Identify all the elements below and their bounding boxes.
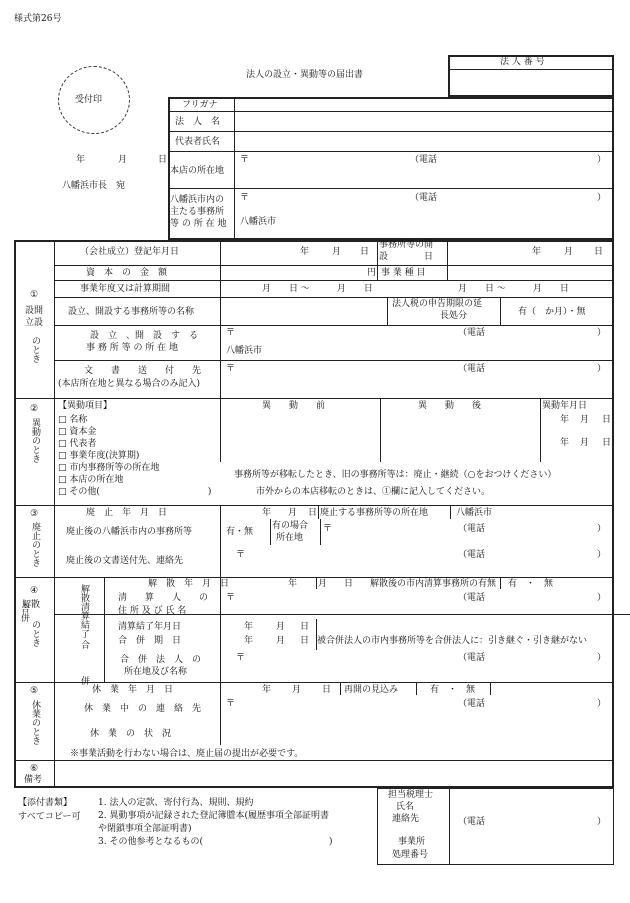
label: ） — [597, 653, 607, 663]
s1-col — [220, 240, 221, 398]
furigana-field[interactable] — [236, 100, 612, 110]
label: 月 — [292, 685, 302, 695]
rule — [318, 505, 319, 519]
corp-number-label: 法 人 番 号 — [500, 57, 545, 67]
abolish-date-label: 廃 止 年 月 日 — [86, 508, 168, 518]
office-addr-label: 事 務 所 等 の 所 在 地 — [86, 343, 179, 353]
label: 月 — [318, 579, 328, 589]
section-label-divider — [54, 240, 55, 788]
after-label: 異 動 後 — [418, 401, 482, 411]
s1-label: 立設 — [25, 318, 44, 328]
period-text: 月 日 〜 月 日 — [262, 284, 373, 294]
rule — [377, 614, 630, 615]
rep-name-label: 代表者氏名 — [175, 137, 221, 147]
year-label: 年 — [76, 155, 86, 165]
attachment-item: 1. 法人の定款、寄付行為、規則、規約 — [98, 798, 254, 808]
change-item: □ 資本金 — [58, 427, 97, 437]
suspend-status-label: 休 業 の 状 況 — [90, 729, 172, 739]
s6-label: 備考 — [24, 775, 43, 785]
tax-ext-label: 長処分 — [440, 311, 468, 321]
postal-mark: 〒 — [240, 193, 250, 203]
label: 年 — [244, 636, 254, 646]
rule — [540, 398, 541, 462]
yen-label: 円 — [367, 268, 377, 278]
label: 年 — [288, 579, 298, 589]
section-divider — [14, 398, 614, 399]
s5-label: ⑤ — [30, 686, 39, 696]
hq-address-label: 本店の所在地 — [170, 166, 225, 176]
rule — [316, 619, 317, 633]
rep-name-field[interactable] — [236, 133, 612, 150]
merger-sub: 合 併 — [79, 640, 89, 685]
merging-corp-label: 所在地及び名称 — [124, 667, 188, 677]
label: 日 — [360, 247, 370, 257]
merging-corp-label: 合 併 法 人 の — [120, 655, 202, 665]
label: ） — [597, 593, 607, 603]
rule — [220, 682, 221, 745]
rule — [377, 265, 378, 280]
section-divider — [14, 760, 614, 761]
label: 月 — [276, 622, 286, 632]
s1-label: ① — [30, 290, 39, 300]
label: 日 — [594, 247, 604, 257]
label: （電話 — [458, 817, 486, 827]
label: （電話 — [458, 699, 486, 709]
label: 月 — [288, 508, 298, 518]
tel-label: （電話 — [410, 193, 438, 203]
merger-date-label: 合 併 期 日 — [118, 636, 182, 646]
fiscal-period-label: 事業年度又は計算期間 — [80, 284, 171, 294]
tax-ext-label: 法人税の申告期限の延 — [392, 299, 483, 309]
label: 月 — [564, 247, 574, 257]
transfer-note: 事務所等が移転したとき、旧の事務所等は：廃止・継続（○をおつけください） — [234, 470, 557, 480]
main-office-label: 主たる事務所 — [170, 207, 225, 217]
liq-end-date-label: 清算結了年月日 — [118, 622, 182, 632]
corp-name-field[interactable] — [236, 113, 612, 130]
rule — [450, 505, 451, 519]
label: ） — [597, 328, 607, 338]
after-office-yesno: 有・無 — [226, 527, 254, 537]
s1-rule — [54, 280, 614, 281]
label: 〒 — [226, 328, 236, 338]
main-office-city: 八幡浜市 — [240, 217, 277, 227]
change-item: □ 名称 — [58, 415, 88, 425]
change-item: □ 代表者 — [58, 439, 97, 449]
attachment-item: や閉鎖事項全部証明書) — [98, 824, 192, 834]
rule — [490, 682, 491, 695]
process-no-label: 事業所 — [398, 837, 426, 847]
after-doc-label: 廃止後の文書送付先、連絡先 — [66, 556, 184, 566]
rule — [377, 240, 378, 265]
dissolve-sub: 解散清算結了 — [79, 584, 89, 638]
rule — [270, 519, 271, 545]
rule — [500, 297, 501, 325]
rule — [316, 577, 317, 589]
suspend-contact-label: 休 業 中 の 連 絡 先 — [84, 704, 202, 714]
corp-number-field[interactable] — [450, 71, 612, 95]
change-item: □ 事業年度(決算期) — [58, 451, 140, 461]
rule — [104, 577, 105, 682]
if-yes-label: 有の場合 — [272, 521, 309, 531]
business-type-label: 事 業 種 目 — [381, 268, 426, 278]
main-office-label: 八幡浜市内の — [170, 195, 225, 205]
section-divider — [14, 505, 614, 506]
label: 年 — [244, 622, 254, 632]
move-date-label: 異動年月日 — [542, 401, 588, 411]
applicant-label-divider — [234, 97, 235, 240]
rule — [220, 505, 221, 577]
furigana-label: フリガナ — [182, 100, 218, 110]
office-open-label: 事務所等の開 — [379, 240, 434, 250]
s1-rule — [54, 325, 614, 326]
reg-date-label: （会社成立）登記年月日 — [80, 247, 180, 257]
label: ） — [597, 699, 607, 709]
label: 月 — [580, 415, 590, 425]
liquidator-label: 清 算 人 の — [118, 593, 209, 603]
liquidation-office-label: 解散後の市内清算事務所の有無 — [370, 579, 497, 589]
label: 月 — [276, 636, 286, 646]
resume-yesno: 有 ・ 無 — [430, 685, 476, 695]
rule — [320, 519, 321, 545]
liquidator-label: 住 所 及 び 氏 名 — [118, 606, 187, 616]
label: （電話 — [458, 524, 486, 534]
attachment-item: 2. 異動事項が記録された登記簿謄本(履歴事項全部証明書 — [98, 811, 329, 821]
before-label: 異 動 前 — [262, 401, 326, 411]
s1-label: 設開 — [25, 306, 44, 316]
office-addr-label: 設 立 、開 設 す る — [90, 331, 199, 341]
postal-mark: 〒 — [240, 155, 250, 165]
corp-name-label: 法 人 名 — [175, 117, 221, 127]
label: 日 — [308, 508, 318, 518]
doc-dest-label: 文 書 送 付 先 — [84, 366, 202, 376]
rule — [449, 788, 450, 865]
merger-note: 被合併法人の市内事務所等を合併法人に：引き継ぐ・引き継がない — [317, 636, 588, 646]
s5-label: 休業のとき — [30, 700, 40, 745]
s2-label: 異動のとき — [30, 418, 40, 463]
accountant-label: 連絡先 — [392, 814, 420, 824]
s1-rule — [54, 360, 614, 361]
label: ） — [597, 550, 607, 560]
dissolve-date-label: 解 散 年 月 日 — [148, 579, 230, 589]
section-divider — [14, 682, 614, 683]
rule — [380, 398, 381, 462]
attachment-item: 3. その他参考となるもの( ) — [98, 837, 333, 847]
copy-note: すべてコピー可 — [18, 812, 81, 822]
label: 〒 — [323, 524, 333, 534]
label: 日 — [300, 622, 310, 632]
label: （電話 — [458, 550, 486, 560]
capital-label: 資 本 の 金 額 — [86, 268, 168, 278]
accountant-label: 担当税理士 — [388, 790, 434, 800]
label: 年 — [262, 508, 272, 518]
process-no-label: 処理番号 — [392, 850, 429, 860]
items-title: 【異動項目】 — [58, 401, 113, 411]
if-yes-label: 所在地 — [276, 533, 304, 543]
suspend-note: ※事業活動を行わない場合は、廃止届の提出が必要です。 — [70, 749, 304, 759]
label: 年 — [300, 247, 310, 257]
label: 日 — [602, 438, 612, 448]
tel-close: ） — [597, 193, 607, 203]
form-number: 様式第26号 — [14, 14, 62, 24]
rule — [387, 297, 388, 325]
label: 日 — [322, 685, 332, 695]
label: ） — [597, 817, 607, 827]
period-text: 月 日 〜 月 日 — [458, 284, 569, 294]
label: 年 — [262, 685, 272, 695]
day-label: 日 — [158, 155, 168, 165]
label: 日 — [300, 636, 310, 646]
after-office-label: 廃止後の八幡浜市内の事務所等 — [66, 527, 193, 537]
corp-number-rule — [448, 69, 614, 70]
office-name-label: 設立、開設する事務所等の名称 — [68, 307, 195, 317]
office-open-label: 設 日 — [379, 252, 434, 262]
liquidation-yesno: 有 ・ 無 — [508, 579, 554, 589]
stamp-label: 受付印 — [75, 95, 103, 105]
rule — [340, 682, 341, 695]
applicant-rule — [168, 151, 614, 152]
doc-dest-label: (本店所在地と異なる場合のみ記入) — [58, 379, 201, 389]
tel-close: ） — [597, 155, 607, 165]
applicant-rule — [168, 188, 614, 189]
label: 月 — [332, 247, 342, 257]
s1-rule — [54, 265, 614, 266]
hq-move-note: 市外からの本店移転のときは、①欄に記入してください。 — [256, 487, 491, 497]
label: 年 — [560, 415, 570, 425]
label: 年 — [560, 438, 570, 448]
applicant-rule — [168, 131, 614, 132]
s4-label: 合併 — [19, 604, 29, 622]
tax-ext-value: 有（ か月）・無 — [518, 307, 586, 317]
form-title: 法人の設立・異動等の届出書 — [246, 70, 364, 80]
label: 月 — [580, 438, 590, 448]
label: 日 — [344, 579, 354, 589]
rule — [220, 577, 221, 682]
label: ） — [597, 524, 607, 534]
label: 〒 — [236, 653, 246, 663]
label: （電話 — [458, 653, 486, 663]
label: 年 — [532, 247, 542, 257]
change-item: □ その他( ) — [58, 487, 212, 497]
rule — [416, 682, 417, 695]
abolish-office-label: 廃止する事務所等の所在地 — [320, 508, 429, 518]
label: 〒 — [226, 593, 236, 603]
rule — [220, 398, 221, 462]
s3-label: ③ — [30, 509, 39, 519]
label: 日 — [602, 415, 612, 425]
s4-label: 解散 — [22, 600, 41, 610]
addressee: 八幡浜市長 宛 — [62, 181, 126, 191]
label: 〒 — [226, 699, 236, 709]
rule — [500, 577, 501, 589]
s2-label: ② — [30, 404, 39, 414]
label: （電話 — [458, 364, 486, 374]
label: 〒 — [226, 364, 236, 374]
suspend-date-label: 休 業 年 月 日 — [92, 685, 174, 695]
resume-label: 再開の見込み — [344, 685, 399, 695]
label: 〒 — [236, 550, 246, 560]
s4-label: ④ — [30, 586, 39, 596]
tel-label: （電話 — [410, 155, 438, 165]
main-office-label: 等 の 所 在 地 — [170, 219, 227, 229]
change-item: □ 市内事務所等の所在地 — [58, 463, 160, 473]
label: （電話 — [458, 593, 486, 603]
s3-label: 廃止のとき — [30, 522, 40, 567]
change-item: □ 本店の所在地 — [58, 475, 124, 485]
s6-label: ⑥ — [30, 764, 39, 774]
month-label: 月 — [118, 155, 128, 165]
label: （電話 — [458, 328, 486, 338]
applicant-rule — [168, 111, 614, 112]
s1-label: のとき — [30, 336, 40, 363]
accountant-label: 氏名 — [396, 802, 415, 812]
rule — [447, 240, 448, 280]
s1-rule — [54, 297, 614, 298]
abolish-city: 八幡浜市 — [456, 508, 493, 518]
office-city: 八幡浜市 — [226, 346, 263, 356]
label: ） — [597, 364, 607, 374]
attachments-title: 【添付書類】 — [18, 798, 73, 808]
s4-label: のとき — [30, 620, 40, 647]
